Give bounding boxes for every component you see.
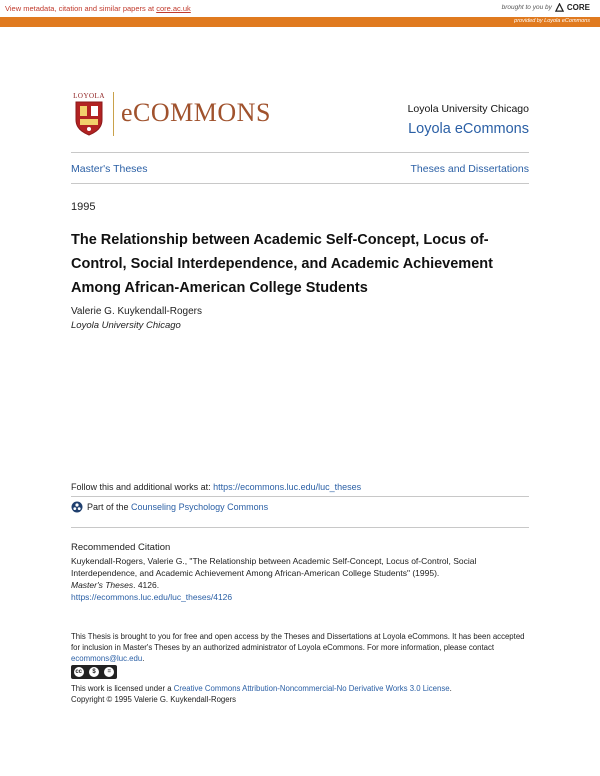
license-end: . bbox=[449, 684, 452, 693]
citation-series: Master's Theses bbox=[71, 580, 134, 590]
seal-text: LOYOLA bbox=[73, 92, 105, 100]
core-brought-by bbox=[502, 3, 590, 12]
part-of-label: Part of the bbox=[87, 502, 132, 512]
follow-url-link[interactable]: https://ecommons.luc.edu/luc_theses bbox=[213, 482, 362, 492]
cc-license-link[interactable]: Creative Commons Attribution-Noncommercial-No Derivative Works 3.0 License bbox=[173, 684, 450, 693]
ecommons-brand[interactable]: eCOMMONS bbox=[121, 98, 271, 127]
core-metadata-label: View metadata, citation and similar papers at bbox=[5, 4, 157, 13]
follow-label: Follow this and additional works at: bbox=[71, 482, 214, 492]
notice-end: . bbox=[142, 654, 145, 663]
no-derivatives-icon: = bbox=[104, 667, 114, 677]
notice-text: This Thesis is brought to you for free and open access by the Theses and Dissertations at Loyola eCommons. It has been accepted for inclusion in Master's Theses by an authorized administrator of Loyola eCommons. For more information, please contact bbox=[71, 632, 525, 652]
counseling-psychology-link[interactable]: Counseling Psychology Commons bbox=[131, 502, 269, 512]
cc-icon: cc bbox=[75, 669, 82, 675]
noncommercial-icon: $ bbox=[89, 667, 99, 677]
part-of-line bbox=[71, 501, 268, 513]
core-metadata-text bbox=[5, 4, 191, 13]
citation-url-link[interactable]: https://ecommons.luc.edu/luc_theses/4126 bbox=[71, 592, 233, 602]
loyola-ecommons-link[interactable]: Loyola eCommons bbox=[408, 121, 529, 137]
follow-line bbox=[71, 482, 361, 492]
nav-rule bbox=[71, 183, 529, 184]
recommended-citation-heading: Recommended Citation bbox=[71, 542, 171, 553]
network-icon bbox=[71, 501, 83, 513]
header-divider bbox=[113, 92, 114, 136]
citation-block bbox=[71, 555, 533, 603]
copyright-line: Copyright © 1995 Valerie G. Kuykendall-Rogers bbox=[71, 695, 237, 704]
university-name: Loyola University Chicago bbox=[407, 103, 529, 115]
header-rule bbox=[71, 152, 529, 153]
core-banner bbox=[0, 0, 600, 27]
publication-year: 1995 bbox=[71, 201, 96, 213]
core-link[interactable]: core.ac.uk bbox=[156, 4, 191, 13]
license-prefix: This work is licensed under a bbox=[71, 684, 174, 693]
core-logo-text[interactable]: CORE bbox=[566, 3, 590, 12]
cc-license-badge[interactable] bbox=[71, 665, 117, 679]
loyola-seal-icon bbox=[72, 92, 106, 136]
brought-to-you-label: brought to you by bbox=[501, 4, 552, 11]
core-logo-icon bbox=[555, 3, 564, 12]
contact-email-link[interactable]: ecommons@luc.edu bbox=[71, 654, 143, 663]
citation-number: . 4126. bbox=[133, 580, 160, 590]
author-name: Valerie G. Kuykendall-Rogers bbox=[71, 306, 202, 317]
access-notice bbox=[71, 631, 531, 664]
part-of-rule bbox=[71, 527, 529, 528]
license-block bbox=[71, 683, 531, 705]
provided-by-label: provided by Loyola eCommons bbox=[514, 18, 590, 24]
theses-dissertations-link[interactable]: Theses and Dissertations bbox=[410, 163, 529, 175]
masters-theses-link[interactable]: Master's Theses bbox=[71, 163, 148, 175]
citation-text: Kuykendall-Rogers, Valerie G., "The Relationship between Academic Self-Concept, Locus of-Control, Social Interdependence, and Academic Achievement Among African-American College Students" (1995). bbox=[71, 556, 477, 578]
core-provided-strip bbox=[0, 17, 600, 27]
paper-title: The Relationship between Academic Self-Concept, Locus of-Control, Social Interdependence, and Academic Achievement Among African-American College Students bbox=[71, 232, 493, 296]
follow-rule bbox=[71, 496, 529, 497]
author-affiliation: Loyola University Chicago bbox=[71, 320, 181, 331]
